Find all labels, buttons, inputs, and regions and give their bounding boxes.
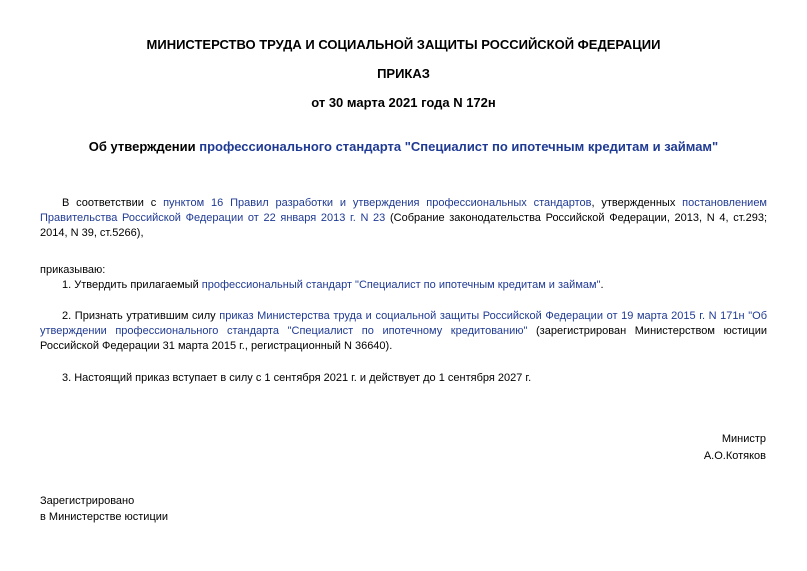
registration-line-1: Зарегистрировано [40, 495, 135, 507]
government-decree-link[interactable]: постановлением Правительства Российской Федерации от 22 января 2013 г. N 23 [40, 197, 767, 224]
ministry-heading: МИНИСТЕРСТВО ТРУДА И СОЦИАЛЬНОЙ ЗАЩИТЫ РОССИЙСКОЙ ФЕДЕРАЦИИ [146, 37, 661, 52]
order-word: приказываю: [40, 264, 106, 276]
title-prefix: Об утверждении [88, 139, 200, 154]
registration-line-2: в Министерстве юстиции [40, 511, 169, 523]
signatory-name: А.О.Котяков [703, 450, 766, 462]
preamble-text-3: (Собрание законодательства Российской Федерации, 2013, N 4, ст.293; 2014, N 39, ст.5266), [40, 212, 768, 239]
date-number-heading: от 30 марта 2021 года N 172н [311, 95, 496, 110]
document-title [0, 139, 807, 155]
item-1 [40, 278, 767, 293]
rules-link[interactable]: пунктом 16 Правил разработки и утверждения профессиональных стандартов [163, 197, 592, 209]
signature-block [704, 431, 766, 465]
preamble-text-2: , утвержденных [591, 197, 683, 209]
preamble-paragraph [40, 196, 767, 241]
item-1-standard-link[interactable]: профессиональный стандарт "Специалист по ипотечным кредитам и займам" [201, 279, 601, 291]
item-2-end: (зарегистрирован Министерством юстиции Российской Федерации 31 марта 2015 г., регистрационный N 36640). [40, 325, 767, 352]
item-3: 3. Настоящий приказ вступает в силу с 1 сентября 2021 г. и действует до 1 сентября 2027 г. [62, 372, 532, 384]
signatory-position: Министр [721, 433, 766, 445]
preamble-text-1: В соответствии с [62, 197, 164, 209]
item-2-text: 2. Признать утратившим силу [62, 310, 220, 322]
item-1-end: . [600, 279, 604, 291]
previous-order-link[interactable]: приказ Министерства труда и социальной защиты Российской Федерации от 19 марта 2015 г. N 171н "Об утверждении профессионального стандарта "Специалист по ипотечному кредитованию" [40, 310, 767, 337]
registration-block [40, 493, 767, 525]
title-standard-link[interactable]: профессионального стандарта "Специалист по ипотечным кредитам и займам" [199, 139, 719, 154]
item-1-text: 1. Утвердить прилагаемый [62, 279, 202, 291]
item-2 [40, 309, 767, 354]
doc-type-heading: ПРИКАЗ [377, 66, 430, 81]
